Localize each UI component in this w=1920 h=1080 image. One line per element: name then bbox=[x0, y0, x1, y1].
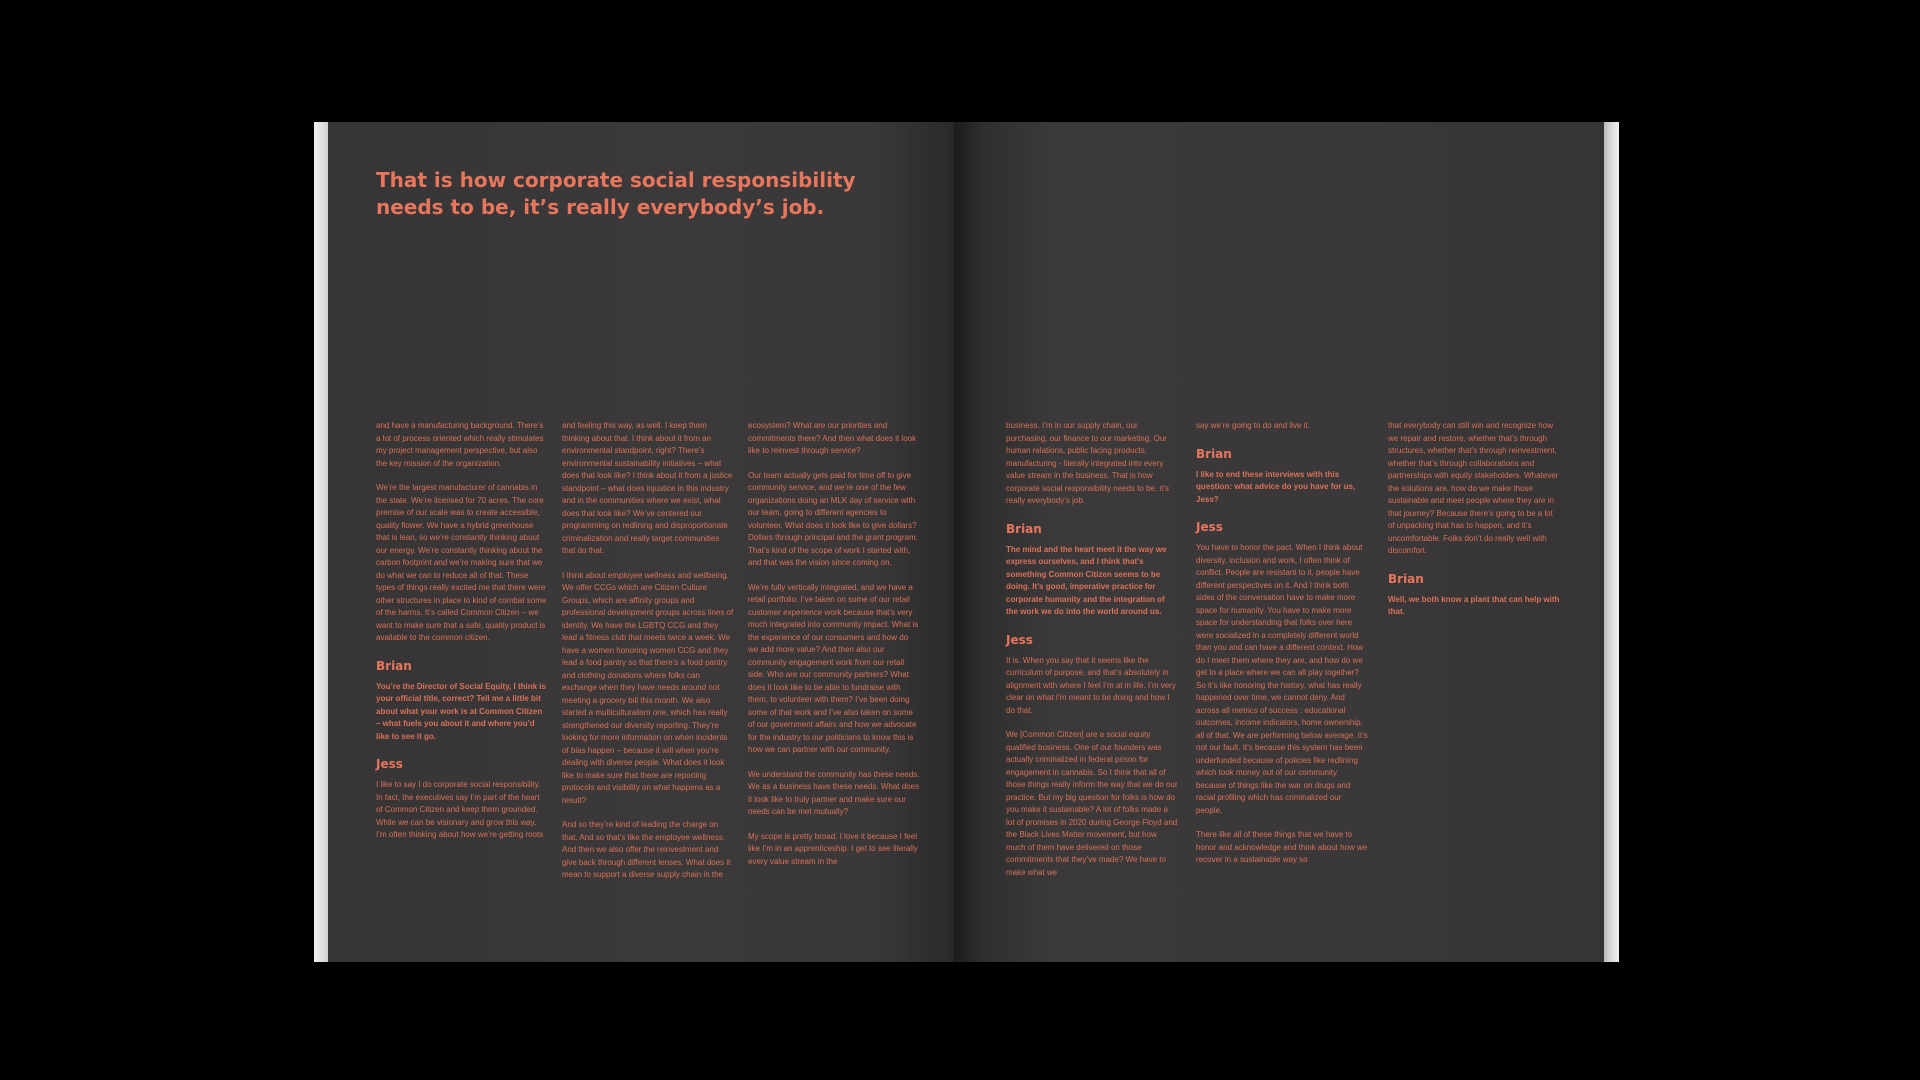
body-paragraph: that everybody can still win and recognize how we repair and restore, whether that’s through structures, whether that’s through reinvestment, whether that’s through collaborations and partnerships with equity stakeholders. Whatever the solutions are, how do we make those sustainable and meet people where they are in that journey? Because there’s going to be a lot of unpacking that has to happen, and it’s uncomfortable. Folks don’t do really well with discomfort. bbox=[1388, 421, 1559, 555]
speaker-name: Brian bbox=[1196, 446, 1232, 461]
left-page bbox=[328, 122, 968, 962]
interview-question: You’re the Director of Social Equity, I think is your official title, correct? Tell me a little bit about what your work is at Common Citizen – what fuels you about it and where you’d like to see it go. bbox=[376, 681, 546, 741]
text-column-1 bbox=[376, 420, 548, 840]
text-column-3 bbox=[748, 420, 920, 866]
body-paragraph: and have a manufacturing background. There’s a lot of process oriented which really stimulates my project management perspective, but also the key mission of the organization. bbox=[376, 421, 544, 468]
speaker-name: Jess bbox=[376, 757, 403, 771]
body-paragraph: We understand the community has these needs. We as a business have these needs. What does it look like to truly partner and make sure our needs can be met mutually? bbox=[748, 769, 920, 816]
magazine-spread bbox=[314, 122, 1619, 962]
body-paragraph: We’re the largest manufacturer of cannabis in the state. We’re licensed for 70 acres. The core premise of our scale was to create accessible, quality flower. We have a hybrid greenhouse that is lean, so we’re constantly thinking about our energy. We’re constantly thinking about the carbon footprint and we’re making sure that we do what we can to reduce all of that. These types of things really excited me that there were other structures in place to kind of combat some of the harms. It’s called Common Citizen – we want to make sure that a safe, quality product is available to the common citizen. bbox=[376, 483, 547, 642]
speaker-name: Jess bbox=[1196, 520, 1223, 534]
body-paragraph: There like all of these things that we have to honor and acknowledge and think about how we recover in a sustainable way so bbox=[1196, 830, 1368, 864]
right-page bbox=[954, 122, 1604, 962]
text-column-5 bbox=[1196, 420, 1368, 864]
speaker-name: Brian bbox=[376, 658, 412, 673]
body-paragraph: You have to honor the pact. When I think about diversity, inclusion and work, I often think of conflict. People are resistant to it, people have different perspectives on it. And I think both sides of the conversation have to make more space for humanity. You have to make more space for understanding that folks over here were socialized in a completely different world than you and can have a different context. How do I meet them where they are, and how do we get to a place where we can all play together? So it’s like honoring the history, what has really happened over time, we cannot deny. And across all metrics of success : educational outcomes, income indicators, home ownership, all of that. We are performing below average. It’s not our fault. It’s because this system has been underfunded because of policies like redlining which took money out of our community because of things like the war on drugs and racial profiling which has criminalized our people. bbox=[1196, 543, 1368, 815]
body-paragraph: ecosystem? What are our priorities and commitments there? And then what does it look like to reinvest through service? bbox=[748, 421, 917, 455]
body-paragraph: My scope is pretty broad. I love it because I feel like I’m in an apprenticeship. I get to see literally every value stream in the bbox=[748, 831, 918, 866]
interview-question: Well, we both know a plant that can help with that. bbox=[1388, 594, 1560, 616]
body-paragraph: and feeling this way, as well. I keep them thinking about that. I think about it from an environmental standpoint, right? There’s environmental sustainability initiatives – what does that look like? I think about it from a justice standpoint – what does injustice in this industry and in the communities where we exist, what does that look like? We’ve centered our programming on redlining and disproportionate criminalization and really target communities that do that. bbox=[562, 421, 733, 555]
pull-quote-headline: That is how corporate social responsibility needs to be, it’s really everybody’s job. bbox=[376, 168, 856, 219]
body-paragraph: I think about employee wellness and wellbeing. We offer CCGs which are Citizen Culture Groups, which are affinity groups and professional development groups across lines of identity. We have the LGBTQ CCG and they lead a fitness club that meets twice a week. We have a women honoring women CCG and they lead a food pantry so that there’s a food pantry and clothing donations where folks can exchange when they have needs around not meeting a grocery bill this month. We also started a multiculturalism one, which has really strengthened our diversity reporting. They’re looking for more information on when incidents of bias happen – because it will when you’re dealing with diverse people. What does it look like to make sure that there are reporting protocols and visibility on what happens as a result? bbox=[562, 570, 734, 805]
body-paragraph: It is. When you say that it seems like the curriculum of purpose, and that’s absolutely in alignment with where I feel I’m at in life. I’m very clear on what I’m meant to be doing and how I do that. bbox=[1006, 655, 1176, 715]
text-column-6 bbox=[1388, 420, 1560, 840]
body-paragraph: Our team actually gets paid for time off to give community service, and we’re one of the few organizations doing an MLK day of service with our team, going to different agencies to volunteer. What does it look like to give dollars? Dollars through principal and the grant program. That’s kind of the scope of work I started with, and that was the vision since coming on. bbox=[748, 470, 918, 567]
body-paragraph: I like to say I do corporate social responsibility. In fact, the executives say I’m part of the heart of Common Citizen and keep them grounded. While we can be visionary and grow this way, I’m often thinking about how we’re getting roots bbox=[376, 780, 544, 839]
text-column-2 bbox=[562, 420, 734, 879]
body-paragraph: We’re fully vertically integrated, and we have a retail portfolio. I’ve taken on some of our retail customer experience work because that’s very much integrated into community impact. What is the experience of our consumers and how do we add more value? And then also our community engagement work from our retail side. Who are our community partners? What does it look like to be able to fundraise with them, to volunteer with them? I’ve been doing some of that work and I’ve also taken on some of our government affairs and how we advocate for the industry to our politicians to know this is how we can partner with our community. bbox=[748, 582, 919, 754]
speaker-name: Jess bbox=[1006, 632, 1033, 647]
text-column-4 bbox=[1006, 420, 1178, 877]
interview-question: I like to end these interviews with this question: what advice do you have for us, Jess? bbox=[1196, 469, 1356, 504]
page-edge-right bbox=[1603, 122, 1619, 962]
body-paragraph: say we’re going to do and live it. bbox=[1196, 421, 1310, 430]
body-paragraph: business. I’m in our supply chain, our purchasing, our finance to our marketing. Our human relations, public facing products, manufacturing - literally integrated into every value stream in the business. That is how corporate social responsibility needs to be, it’s really everybody’s job. bbox=[1006, 421, 1170, 505]
body-paragraph: And so they’re kind of leading the charge on that. And so that’s like the employee wellness. And then we also offer the reinvestment and give back through different lenses. What does it mean to support a diverse supply chain in the bbox=[562, 820, 731, 879]
interview-question: The mind and the heart meet it the way we express ourselves, and I think that’s something Common Citizen seems to be doing. It’s good, imperative practice for corporate humanity and the integration of the work we do into the world around us. bbox=[1006, 544, 1167, 616]
speaker-name: Brian bbox=[1006, 521, 1042, 536]
body-paragraph: We [Common Citizen] are a social equity qualified business. One of our founders was actually criminalized in federal prison for engagement in cannabis. So I think that all of those things really inform the way that we do our practice. But my big question for folks is how do you make it sustainable? A lot of folks made a lot of promises in 2020 during George Floyd and the Black Lives Matter movement, but how much of them have delivered on those commitments that they’ve made? We have to make what we bbox=[1006, 730, 1178, 877]
speaker-name: Brian bbox=[1388, 571, 1424, 586]
